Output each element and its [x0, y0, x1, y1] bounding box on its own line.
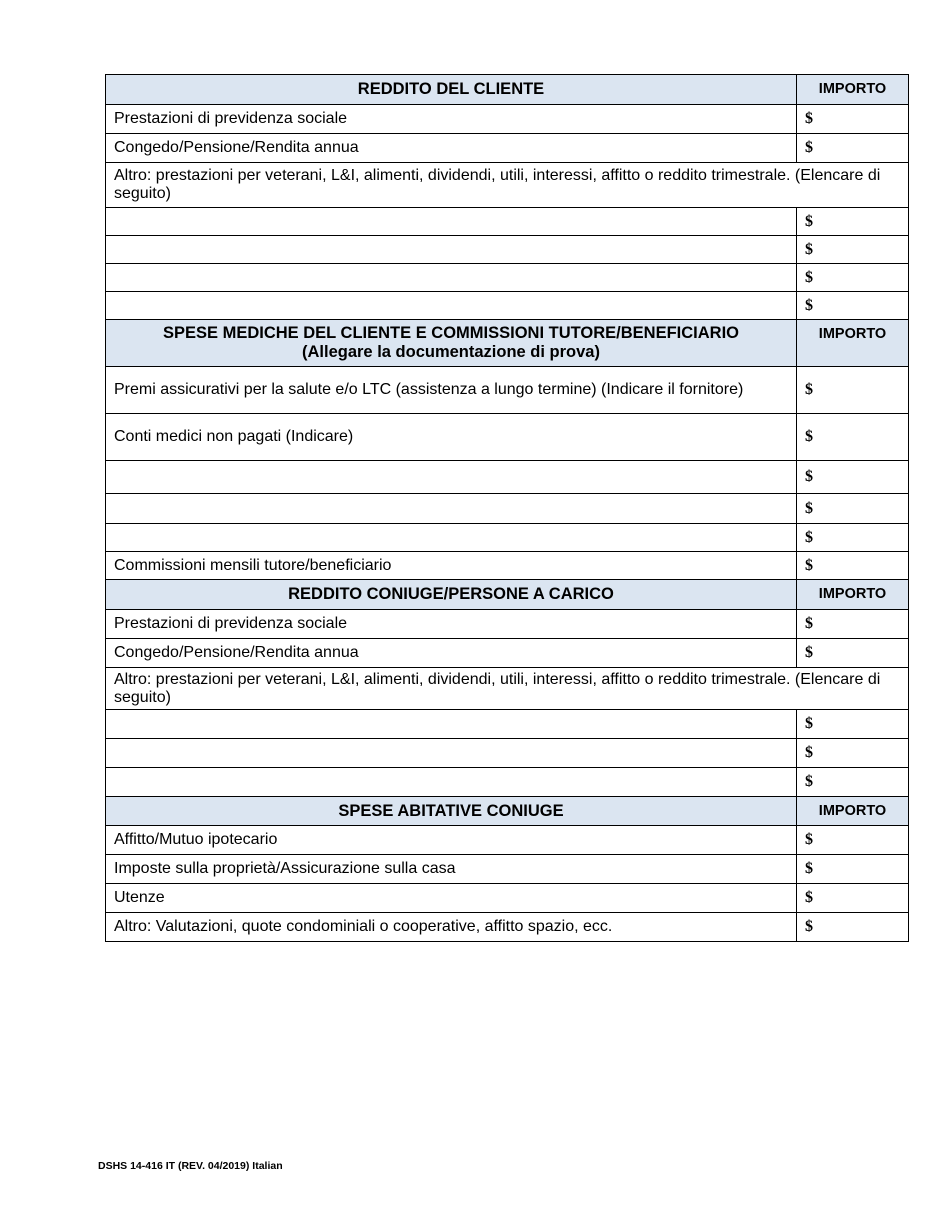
- section-header-medical-expenses: [106, 320, 909, 367]
- blank-entry-field[interactable]: [106, 461, 797, 494]
- table-row: [106, 913, 909, 942]
- section-header-spouse-income: [106, 580, 909, 610]
- table-row: [106, 639, 909, 668]
- amount-field[interactable]: $: [797, 913, 909, 942]
- amount-field[interactable]: $: [797, 826, 909, 855]
- section-title-line1: SPESE MEDICHE DEL CLIENTE E COMMISSIONI TUTORE/BENEFICIARIO: [162, 324, 740, 342]
- table-row: [106, 208, 909, 236]
- table-row: [106, 134, 909, 163]
- table-row: [106, 884, 909, 913]
- amount-field[interactable]: $: [797, 414, 909, 461]
- amount-field[interactable]: $: [797, 710, 909, 739]
- amount-header: IMPORTO: [797, 797, 909, 826]
- blank-entry-field[interactable]: [106, 236, 797, 264]
- section-title: [106, 320, 797, 367]
- row-label: Congedo/Pensione/Rendita annua: [106, 639, 797, 668]
- table-row: [106, 739, 909, 768]
- row-label: Congedo/Pensione/Rendita annua: [106, 134, 797, 163]
- amount-field[interactable]: $: [797, 208, 909, 236]
- table-row: [106, 461, 909, 494]
- other-income-row: [106, 668, 909, 710]
- amount-field[interactable]: $: [797, 552, 909, 580]
- blank-entry-field[interactable]: [106, 494, 797, 524]
- section-header-spouse-housing: [106, 797, 909, 826]
- row-label: Affitto/Mutuo ipotecario: [106, 826, 797, 855]
- amount-field[interactable]: $: [797, 768, 909, 797]
- table-row: [106, 552, 909, 580]
- table-row: [106, 264, 909, 292]
- amount-field[interactable]: $: [797, 105, 909, 134]
- table-row: [106, 414, 909, 461]
- amount-field[interactable]: $: [797, 236, 909, 264]
- table-row: [106, 855, 909, 884]
- table-row: [106, 105, 909, 134]
- table-row: [106, 367, 909, 414]
- row-label: Prestazioni di previdenza sociale: [106, 105, 797, 134]
- row-label: Altro: Valutazioni, quote condominiali o cooperative, affitto spazio, ecc.: [106, 913, 797, 942]
- blank-entry-field[interactable]: [106, 524, 797, 552]
- blank-entry-field[interactable]: [106, 710, 797, 739]
- row-label: Conti medici non pagati (Indicare): [106, 414, 797, 461]
- financial-form-table: [105, 74, 909, 942]
- amount-header: IMPORTO: [797, 75, 909, 105]
- other-income-label: Altro: prestazioni per veterani, L&I, alimenti, dividendi, utili, interessi, affitto o reddito trimestrale. (Elencare di seguito): [106, 668, 909, 710]
- amount-header: IMPORTO: [797, 580, 909, 610]
- section-title: REDDITO DEL CLIENTE: [106, 75, 797, 105]
- amount-field[interactable]: $: [797, 461, 909, 494]
- section-title: SPESE ABITATIVE CONIUGE: [106, 797, 797, 826]
- table-row: [106, 768, 909, 797]
- blank-entry-field[interactable]: [106, 264, 797, 292]
- other-income-label: Altro: prestazioni per veterani, L&I, alimenti, dividendi, utili, interessi, affitto o reddito trimestrale. (Elencare di seguito): [106, 163, 909, 208]
- form-id-footer: DSHS 14-416 IT (REV. 04/2019) Italian: [98, 1160, 283, 1172]
- amount-field[interactable]: $: [797, 855, 909, 884]
- amount-field[interactable]: $: [797, 610, 909, 639]
- amount-field[interactable]: $: [797, 494, 909, 524]
- amount-field[interactable]: $: [797, 524, 909, 552]
- blank-entry-field[interactable]: [106, 208, 797, 236]
- table-row: [106, 610, 909, 639]
- amount-field[interactable]: $: [797, 639, 909, 668]
- row-label: Prestazioni di previdenza sociale: [106, 610, 797, 639]
- table-row: [106, 826, 909, 855]
- other-income-row: [106, 163, 909, 208]
- blank-entry-field[interactable]: [106, 739, 797, 768]
- row-label: Commissioni mensili tutore/beneficiario: [106, 552, 797, 580]
- table-row: [106, 494, 909, 524]
- table-row: [106, 292, 909, 320]
- row-label: Imposte sulla proprietà/Assicurazione sulla casa: [106, 855, 797, 884]
- row-label: Premi assicurativi per la salute e/o LTC (assistenza a lungo termine) (Indicare il fornitore): [106, 367, 797, 414]
- amount-field[interactable]: $: [797, 367, 909, 414]
- row-label: Utenze: [106, 884, 797, 913]
- section-title-line2: (Allegare la documentazione di prova): [302, 343, 600, 361]
- table-row: [106, 710, 909, 739]
- amount-field[interactable]: $: [797, 292, 909, 320]
- amount-field[interactable]: $: [797, 739, 909, 768]
- table-row: [106, 236, 909, 264]
- amount-field[interactable]: $: [797, 884, 909, 913]
- section-header-client-income: [106, 75, 909, 105]
- amount-header: IMPORTO: [797, 320, 909, 367]
- table-row: [106, 524, 909, 552]
- amount-field[interactable]: $: [797, 264, 909, 292]
- section-title: REDDITO CONIUGE/PERSONE A CARICO: [106, 580, 797, 610]
- amount-field[interactable]: $: [797, 134, 909, 163]
- blank-entry-field[interactable]: [106, 768, 797, 797]
- blank-entry-field[interactable]: [106, 292, 797, 320]
